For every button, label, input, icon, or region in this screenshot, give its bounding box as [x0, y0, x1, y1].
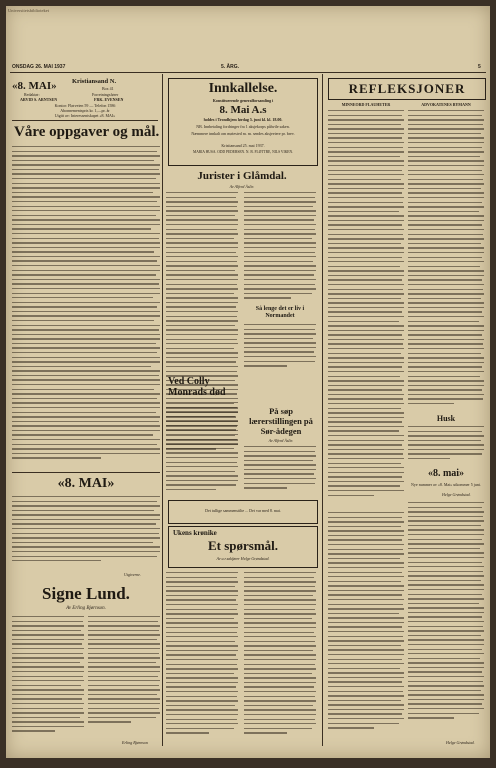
tullige-box: [168, 500, 318, 524]
lower-right-col2: [408, 502, 484, 738]
colly-body: [166, 402, 238, 498]
lower-right-col1: [328, 512, 404, 742]
refleksjoner-title: REFLEKSJONER: [348, 81, 466, 96]
solenge-body: [244, 324, 316, 374]
husk-body: [408, 426, 484, 466]
newspaper-page: [6, 6, 490, 758]
refl-body-col2: [408, 110, 484, 410]
refl-col1-head: MINNEORD FLAUHETER: [341, 102, 391, 107]
pasop-body: [244, 446, 316, 496]
ukens-section: Ukens krønike: [173, 529, 217, 537]
juster-byline: Av Alfred Åslie.: [229, 184, 255, 189]
ukens-box: [168, 526, 318, 568]
masthead-rule: [10, 72, 486, 73]
pasop-byline: Av Alfred Åslie.: [268, 438, 294, 443]
signe-body-col1: [12, 616, 84, 742]
refleksjoner-box: [328, 78, 486, 100]
refl-body-col1: [328, 110, 404, 510]
juster-body-col2: [244, 192, 316, 302]
husk-title: Husk: [436, 414, 456, 423]
ukens-title: Et spørsmål.: [207, 538, 279, 553]
invite-date: Kristiansand 25. mai 1937.: [221, 143, 265, 148]
publish-line: Utgitt av: Interessentskapet «8. MAI»: [54, 113, 116, 118]
manager-name: FRK. EVENSEN: [94, 97, 124, 102]
colly-title: Ved Colly Monrads død: [168, 376, 226, 398]
masthead-year: 5. ÅRG.: [221, 64, 240, 70]
paper-box: Box 41: [102, 86, 114, 91]
signe-body-col2: [88, 616, 160, 736]
eightmai-subtitle: Nye nummer av «8. Mai» utkommer 5 juni.: [411, 482, 481, 487]
library-stamp: Universitetsbiblioteket: [8, 8, 49, 13]
phone-line: Kontor: Flørveien 59 — Telefon 1586: [54, 103, 116, 108]
masthead-page: 5: [478, 64, 481, 70]
invite-note1: NB. Innbetaling fordringer fra 1 aksjekorps påhvile saken.: [196, 124, 290, 129]
paper-address: Kristiansand N.: [72, 78, 117, 85]
masthead-date: ONSDAG 26. MAI 1937: [12, 64, 66, 70]
closer-signature: Helge Grøndstad.: [446, 740, 475, 745]
invite-subtitle: Konstituerende generalforsamling i: [212, 98, 274, 103]
ukens-body-col2: [244, 572, 316, 746]
juster-title: Jurister i Glåmdal.: [197, 170, 287, 182]
main-headline: Våre oppgaver og mål.: [14, 124, 160, 140]
main-article-body: [12, 146, 160, 466]
refl-col2-head: ADVOKATENES BYMANN: [421, 102, 471, 107]
invite-note2: Næmmere innkalt om møtested m. m. sendes aksjeeiere pr. brev.: [191, 131, 295, 136]
bottom-intro-body: [12, 496, 160, 572]
signe-title: Signe Lund.: [42, 584, 130, 603]
price-line: Abonnementspris kr. 1,—pr. år: [60, 108, 110, 113]
signe-byline: Av Erling Bjørnson.: [66, 606, 106, 611]
invite-title: Innkallelse.: [208, 81, 278, 96]
bottom-signature: Utgiverne.: [124, 572, 141, 577]
editor-label: Redaktør:: [24, 92, 40, 97]
paper-info: [12, 76, 158, 118]
column-rule-2: [322, 74, 323, 746]
eightmai-author: Helge Grøndstad.: [442, 492, 471, 497]
manager-label: Forretningsfører: [92, 92, 119, 97]
invite-org: 8. Mai A.s: [219, 104, 267, 116]
bottom-title: «8. MAI»: [57, 476, 115, 491]
eightmai-title: «8. mai»: [427, 468, 465, 479]
pasop-title: På søp lærerstillingen på Sør-ådegen: [249, 406, 313, 436]
solenge-title: Så lenge det er liv i Normandet: [255, 306, 305, 319]
tullige-text: Det tullige sammenstilte ... Det var med 8. mai.: [205, 508, 281, 513]
invite-box: [168, 78, 318, 166]
invite-signers: MARIA HUSA. ODD PEDERSEN. N. B. FLØTTRE, NILS VIKEN.: [193, 150, 293, 154]
invite-place: holdes i Trondhjem lørdag 5. juni kl. kl. 18.00.: [203, 117, 283, 122]
paper-name: «8. MAI»: [12, 80, 57, 92]
signe-signature: Erling Bjørnson: [122, 740, 148, 745]
ukens-byline: Av u.r.sakfører Helge Grøndstad.: [216, 556, 270, 561]
editor-name: ARVID S. ARNTSEN: [20, 97, 58, 102]
ukens-body-col1: [166, 572, 238, 746]
column-rule-1: [162, 74, 163, 746]
